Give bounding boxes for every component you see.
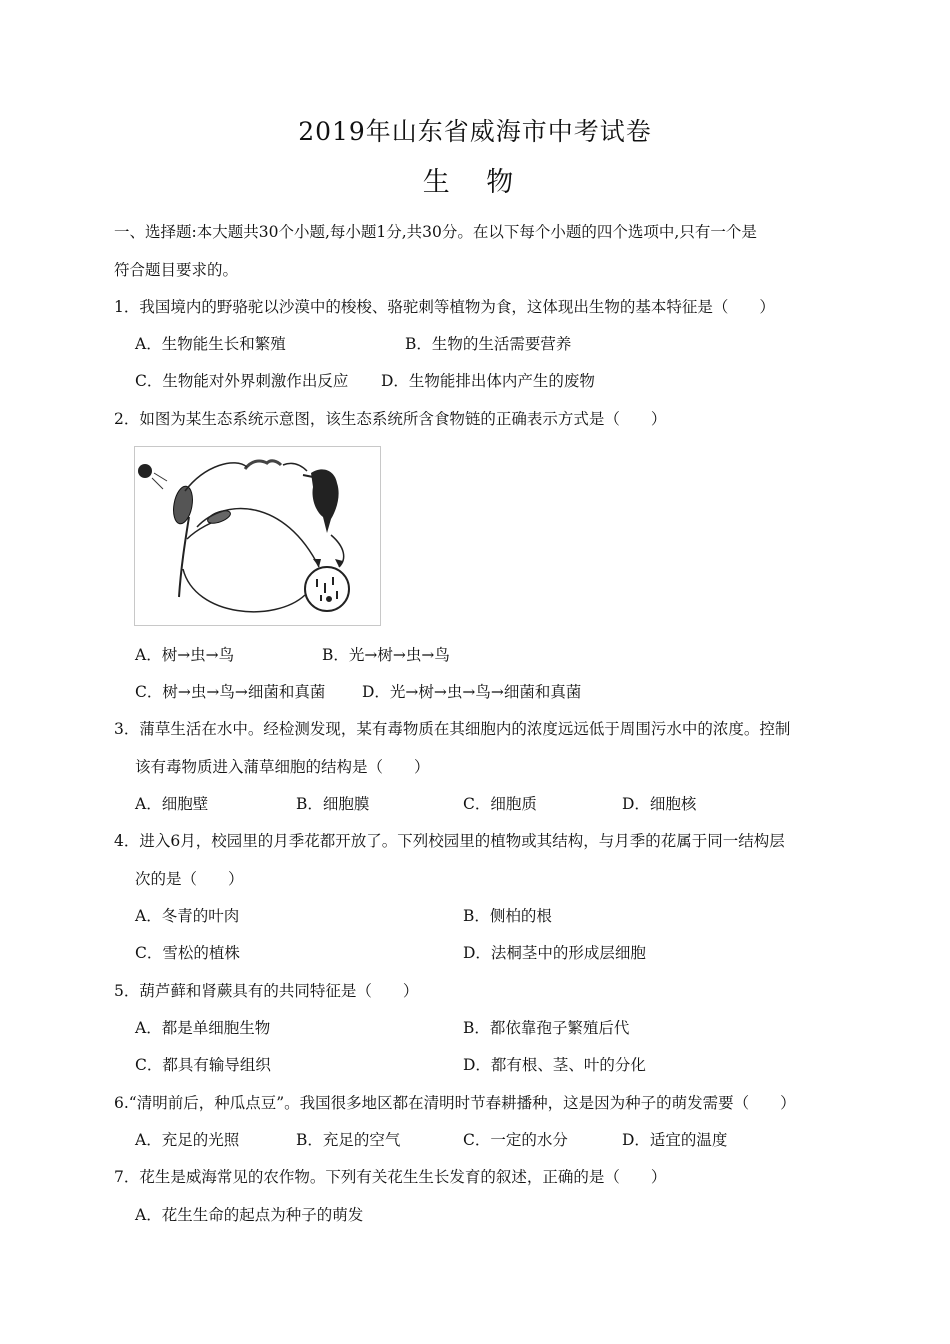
arrow-decomposer-to-plant bbox=[183, 569, 305, 612]
q6-option-d: D．适宜的温度 bbox=[622, 1131, 728, 1149]
q5-option-b: B．都依靠孢子繁殖后代 bbox=[463, 1019, 630, 1037]
sun-icon bbox=[138, 464, 152, 478]
q5-option-d: D．都有根、茎、叶的分化 bbox=[463, 1056, 646, 1074]
q2-option-a: A．树→虫→鸟 bbox=[135, 646, 235, 664]
q4-option-d: D．法桐茎中的形成层细胞 bbox=[463, 944, 646, 962]
q7-stem: 7．花生是威海常见的农作物。下列有关花生生长发育的叙述，正确的是（ ） bbox=[114, 1168, 667, 1186]
q2-option-c: C．树→虫→鸟→细菌和真菌 bbox=[135, 683, 326, 701]
q5-stem: 5．葫芦藓和肾蕨具有的共同特征是（ ） bbox=[114, 982, 419, 1000]
q3-stem-line1: 3．蒲草生活在水中。经检测发现，某有毒物质在其细胞内的浓度远远低于周围污水中的浓度。控制 bbox=[114, 720, 791, 738]
q1-option-c: C．生物能对外界刺激作出反应 bbox=[135, 372, 349, 390]
arrow-insect-to-bird bbox=[283, 463, 307, 471]
q1-option-d: D．生物能排出体内产生的废物 bbox=[381, 372, 595, 390]
q3-option-a: A．细胞壁 bbox=[135, 795, 209, 813]
ecosystem-figure bbox=[134, 446, 381, 626]
sun-ray bbox=[152, 478, 163, 489]
section-instructions-line1: 一、选择题:本大题共30个小题,每小题1分,共30分。在以下每个小题的四个选项中,只有一个是 bbox=[114, 223, 757, 241]
q5-option-c: C．都具有输导组织 bbox=[135, 1056, 271, 1074]
q3-option-d: D．细胞核 bbox=[622, 795, 697, 813]
sun-ray bbox=[154, 473, 167, 481]
arrow-plant-to-insect bbox=[185, 463, 247, 491]
q1-option-b: B．生物的生活需要营养 bbox=[405, 335, 572, 353]
q4-option-a: A．冬青的叶肉 bbox=[135, 907, 240, 925]
q5-option-a: A．都是单细胞生物 bbox=[135, 1019, 271, 1037]
q6-option-c: C．一定的水分 bbox=[463, 1131, 568, 1149]
section-instructions-line2: 符合题目要求的。 bbox=[114, 261, 239, 279]
q6-option-a: A．充足的光照 bbox=[135, 1131, 240, 1149]
q3-option-b: B．细胞膜 bbox=[296, 795, 370, 813]
q4-stem-line2: 次的是（ ） bbox=[135, 870, 244, 888]
ecosystem-diagram bbox=[135, 447, 380, 625]
q7-option-a: A．花生生命的起点为种子的萌发 bbox=[135, 1206, 364, 1224]
bird-icon bbox=[311, 469, 339, 533]
plant-stem bbox=[179, 517, 189, 597]
q2-stem: 2．如图为某生态系统示意图，该生态系统所含食物链的正确表示方式是（ ） bbox=[114, 410, 667, 428]
q4-option-c: C．雪松的植株 bbox=[135, 944, 240, 962]
q1-option-a: A．生物能生长和繁殖 bbox=[135, 335, 286, 353]
q4-option-b: B．侧柏的根 bbox=[463, 907, 552, 925]
q2-option-b: B．光→树→虫→鸟 bbox=[322, 646, 450, 664]
decomposer-circle bbox=[305, 567, 349, 611]
q6-stem: 6.“清明前后，种瓜点豆”。我国很多地区都在清明时节春耕播种，这是因为种子的萌发需要（ ） bbox=[114, 1094, 796, 1112]
q2-option-d: D．光→树→虫→鸟→细菌和真菌 bbox=[362, 683, 582, 701]
q3-stem-line2: 该有毒物质进入蒲草细胞的结构是（ ） bbox=[135, 758, 430, 776]
bacteria-icon bbox=[317, 577, 337, 601]
arrowhead bbox=[313, 559, 321, 567]
q6-option-b: B．充足的空气 bbox=[296, 1131, 401, 1149]
leaf-icon bbox=[171, 485, 195, 526]
q3-option-c: C．细胞质 bbox=[463, 795, 537, 813]
caterpillar-icon bbox=[245, 461, 281, 469]
exam-title: 2019年山东省威海市中考试卷 bbox=[298, 117, 652, 146]
subject-title: 生 物 bbox=[422, 167, 528, 198]
q1-stem: 1．我国境内的野骆驼以沙漠中的梭梭、骆驼刺等植物为食，这体现出生物的基本特征是（ ） bbox=[114, 298, 775, 316]
q4-stem-line1: 4．进入6月，校园里的月季花都开放了。下列校园里的植物或其结构，与月季的花属于同一结构层 bbox=[114, 832, 785, 850]
